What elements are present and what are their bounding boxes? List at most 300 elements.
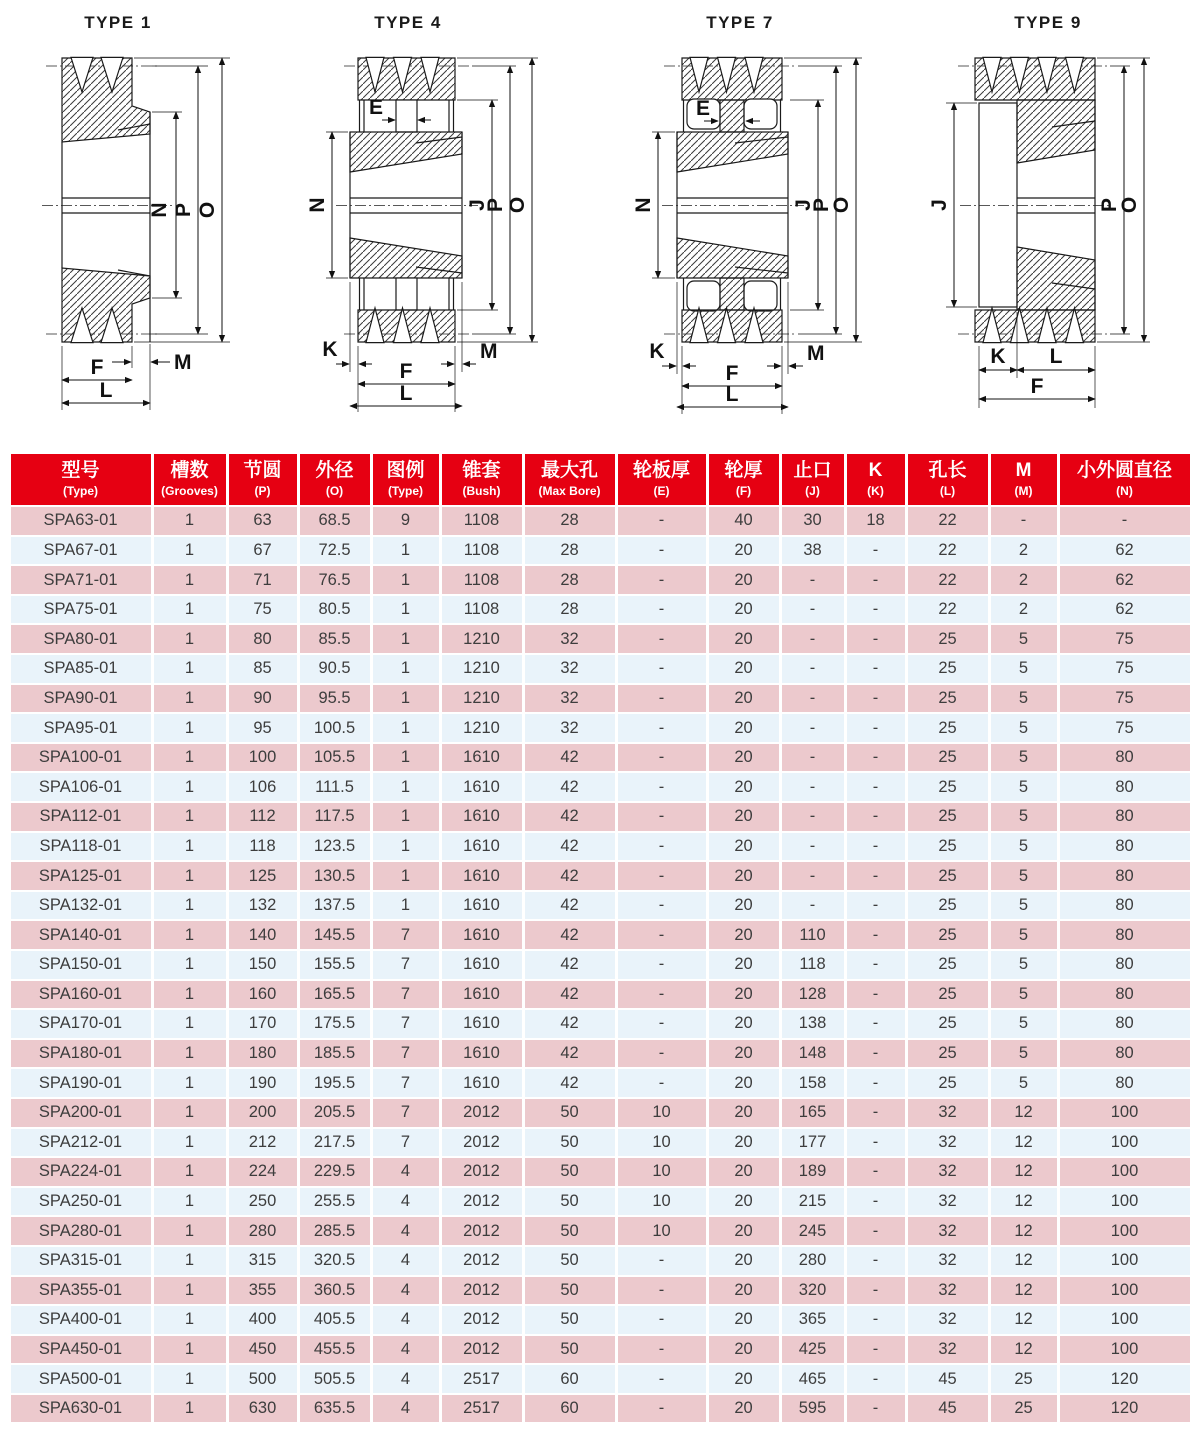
model-cell: SPA250-01 [11, 1188, 151, 1216]
value-cell: 217.5 [300, 1129, 370, 1157]
table-row [11, 655, 1190, 683]
column-header-en: (J) [805, 483, 820, 498]
value-cell: 20 [709, 1040, 779, 1068]
column-header-en: (Max Bore) [538, 483, 601, 498]
table-row [11, 1336, 1190, 1364]
value-cell: 175.5 [300, 1010, 370, 1038]
value-cell: 1610 [442, 951, 522, 979]
value-cell: 85 [229, 655, 297, 683]
table-row [11, 773, 1190, 801]
value-cell: 62 [1060, 596, 1190, 624]
value-cell: 1 [154, 862, 226, 890]
table-row [11, 1040, 1190, 1068]
value-cell: 180 [229, 1040, 297, 1068]
dim-label-p: P [172, 202, 195, 218]
value-cell: 25 [908, 981, 988, 1009]
value-cell: - [847, 1306, 905, 1334]
value-cell: 20 [709, 566, 779, 594]
model-cell: SPA150-01 [11, 951, 151, 979]
value-cell: - [847, 537, 905, 565]
value-cell: 60 [525, 1365, 615, 1393]
column-header-7 [618, 454, 706, 505]
dim-label-e: E [368, 96, 384, 119]
value-cell: 1610 [442, 744, 522, 772]
model-cell: SPA100-01 [11, 744, 151, 772]
value-cell: 32 [908, 1336, 988, 1364]
column-header-en: (Type) [62, 483, 99, 498]
value-cell: 42 [525, 1069, 615, 1097]
value-cell: 160 [229, 981, 297, 1009]
value-cell: 215 [782, 1188, 844, 1216]
value-cell: 1 [154, 625, 226, 653]
value-cell: 10 [618, 1188, 706, 1216]
value-cell: 50 [525, 1277, 615, 1305]
table-row [11, 714, 1190, 742]
dim-label-m: M [480, 340, 498, 363]
value-cell: 100 [1060, 1217, 1190, 1245]
value-cell: 1 [373, 537, 439, 565]
value-cell: 1 [373, 566, 439, 594]
diagram-title: TYPE 7 [706, 13, 774, 32]
value-cell: 158 [782, 1069, 844, 1097]
value-cell: 25 [908, 1069, 988, 1097]
column-header-zh: 轮厚 [724, 460, 763, 481]
value-cell: 20 [709, 1129, 779, 1157]
column-header-en: (Bush) [462, 483, 501, 498]
value-cell: - [782, 803, 844, 831]
value-cell: - [618, 596, 706, 624]
table-row [11, 1247, 1190, 1275]
table-row [11, 1306, 1190, 1334]
value-cell: - [847, 1336, 905, 1364]
dim-label-f: F [399, 360, 413, 383]
value-cell: - [847, 862, 905, 890]
model-cell: SPA400-01 [11, 1306, 151, 1334]
value-cell: 12 [991, 1188, 1057, 1216]
value-cell: 25 [908, 803, 988, 831]
value-cell: 1 [154, 1129, 226, 1157]
value-cell: 7 [373, 981, 439, 1009]
value-cell: 130.5 [300, 862, 370, 890]
model-cell: SPA112-01 [11, 803, 151, 831]
value-cell: 285.5 [300, 1217, 370, 1245]
table-row [11, 537, 1190, 565]
value-cell: 100 [1060, 1099, 1190, 1127]
value-cell: 5 [991, 744, 1057, 772]
value-cell: 1 [373, 596, 439, 624]
value-cell: - [847, 596, 905, 624]
value-cell: 1 [154, 1277, 226, 1305]
value-cell: 32 [525, 685, 615, 713]
table-row [11, 507, 1190, 535]
value-cell: 25 [991, 1365, 1057, 1393]
value-cell: 42 [525, 803, 615, 831]
web-hole [744, 281, 777, 311]
value-cell: - [782, 892, 844, 920]
value-cell: 1 [154, 1069, 226, 1097]
value-cell: 100 [1060, 1247, 1190, 1275]
value-cell: 32 [908, 1247, 988, 1275]
value-cell: - [847, 1010, 905, 1038]
value-cell: 2517 [442, 1395, 522, 1423]
value-cell: 123.5 [300, 833, 370, 861]
hub-bottom [677, 238, 788, 278]
value-cell: 20 [709, 655, 779, 683]
value-cell: - [991, 507, 1057, 535]
value-cell: 20 [709, 1247, 779, 1275]
table-row [11, 951, 1190, 979]
value-cell: 1 [154, 1040, 226, 1068]
column-header-1 [154, 454, 226, 505]
value-cell: 32 [908, 1217, 988, 1245]
model-cell: SPA500-01 [11, 1365, 151, 1393]
column-header-zh: M [1015, 460, 1032, 481]
diagram-strip [0, 0, 1200, 448]
value-cell: 155.5 [300, 951, 370, 979]
value-cell: 1610 [442, 1010, 522, 1038]
value-cell: 5 [991, 833, 1057, 861]
value-cell: 5 [991, 655, 1057, 683]
value-cell: 20 [709, 862, 779, 890]
model-cell: SPA125-01 [11, 862, 151, 890]
value-cell: 212 [229, 1129, 297, 1157]
value-cell: 280 [782, 1247, 844, 1275]
value-cell: 1 [154, 1188, 226, 1216]
value-cell: 20 [709, 744, 779, 772]
model-cell: SPA160-01 [11, 981, 151, 1009]
value-cell: 20 [709, 625, 779, 653]
column-header-zh: 最大孔 [540, 460, 598, 481]
value-cell: 1 [154, 1247, 226, 1275]
value-cell: 25 [908, 773, 988, 801]
value-cell: 20 [709, 803, 779, 831]
value-cell: 76.5 [300, 566, 370, 594]
table-row [11, 833, 1190, 861]
model-cell: SPA67-01 [11, 537, 151, 565]
value-cell: - [782, 744, 844, 772]
value-cell: 32 [525, 714, 615, 742]
dim-label-m: M [807, 342, 825, 365]
value-cell: 2012 [442, 1336, 522, 1364]
value-cell: 38 [782, 537, 844, 565]
column-header-en: (L) [939, 483, 956, 498]
model-cell: SPA450-01 [11, 1336, 151, 1364]
value-cell: 32 [908, 1129, 988, 1157]
table-row [11, 862, 1190, 890]
dim-label-o: O [830, 196, 853, 214]
value-cell: 1 [154, 714, 226, 742]
value-cell: 20 [709, 685, 779, 713]
value-cell: 1610 [442, 892, 522, 920]
value-cell: - [782, 596, 844, 624]
value-cell: - [618, 981, 706, 1009]
value-cell: - [847, 655, 905, 683]
value-cell: 20 [709, 1217, 779, 1245]
dim-label-o: O [1118, 196, 1141, 214]
value-cell: 320 [782, 1277, 844, 1305]
value-cell: 125 [229, 862, 297, 890]
value-cell: 4 [373, 1158, 439, 1186]
value-cell: 20 [709, 981, 779, 1009]
value-cell: 28 [525, 596, 615, 624]
value-cell: 106 [229, 773, 297, 801]
value-cell: 132 [229, 892, 297, 920]
value-cell: - [618, 1395, 706, 1423]
value-cell: 1 [373, 685, 439, 713]
value-cell: 4 [373, 1217, 439, 1245]
value-cell: 25 [908, 655, 988, 683]
value-cell: 22 [908, 537, 988, 565]
value-cell: 25 [908, 921, 988, 949]
value-cell: 22 [908, 507, 988, 535]
value-cell: 20 [709, 596, 779, 624]
value-cell: 1 [373, 833, 439, 861]
table-row [11, 1099, 1190, 1127]
value-cell: 4 [373, 1365, 439, 1393]
value-cell: 12 [991, 1277, 1057, 1305]
dim-label-l: L [399, 382, 413, 405]
value-cell: 1 [373, 714, 439, 742]
value-cell: 1 [154, 1158, 226, 1186]
value-cell: 5 [991, 951, 1057, 979]
value-cell: 25 [908, 1010, 988, 1038]
value-cell: 1 [373, 655, 439, 683]
value-cell: 1610 [442, 1069, 522, 1097]
value-cell: 2012 [442, 1247, 522, 1275]
value-cell: - [618, 685, 706, 713]
value-cell: 20 [709, 1099, 779, 1127]
value-cell: 355 [229, 1277, 297, 1305]
model-cell: SPA106-01 [11, 773, 151, 801]
diagram-title: TYPE 9 [1014, 13, 1082, 32]
value-cell: 25 [908, 833, 988, 861]
value-cell: 10 [618, 1217, 706, 1245]
value-cell: 148 [782, 1040, 844, 1068]
model-cell: SPA280-01 [11, 1217, 151, 1245]
value-cell: 320.5 [300, 1247, 370, 1275]
column-header-zh: 槽数 [170, 460, 209, 481]
value-cell: 2012 [442, 1306, 522, 1334]
column-header-en: (E) [653, 483, 670, 498]
value-cell: 1 [154, 833, 226, 861]
table-row [11, 981, 1190, 1009]
column-header-11 [908, 454, 988, 505]
hub-top [677, 132, 788, 172]
value-cell: 1210 [442, 685, 522, 713]
value-cell: - [847, 1247, 905, 1275]
value-cell: 1 [154, 773, 226, 801]
bush-flange [979, 103, 1017, 307]
model-cell: SPA200-01 [11, 1099, 151, 1127]
value-cell: 1 [373, 892, 439, 920]
value-cell: 100 [229, 744, 297, 772]
model-cell: SPA190-01 [11, 1069, 151, 1097]
value-cell: 20 [709, 921, 779, 949]
column-header-zh: 孔长 [928, 460, 967, 481]
model-cell: SPA170-01 [11, 1010, 151, 1038]
value-cell: - [847, 1158, 905, 1186]
column-header-en: (Grooves) [161, 483, 218, 498]
value-cell: 42 [525, 921, 615, 949]
column-header-en: (N) [1116, 483, 1133, 498]
table-row [11, 1395, 1190, 1423]
value-cell: 42 [525, 892, 615, 920]
value-cell: 50 [525, 1129, 615, 1157]
value-cell: 1610 [442, 862, 522, 890]
value-cell: 25 [991, 1395, 1057, 1423]
column-header-zh: 小外圆直径 [1076, 460, 1172, 481]
value-cell: 4 [373, 1277, 439, 1305]
value-cell: 95.5 [300, 685, 370, 713]
dim-label-l: L [1049, 345, 1063, 368]
value-cell: 205.5 [300, 1099, 370, 1127]
value-cell: 1610 [442, 981, 522, 1009]
column-header-en: (Type) [387, 483, 424, 498]
value-cell: 1 [154, 1010, 226, 1038]
dim-label-p: P [484, 197, 507, 213]
value-cell: 165 [782, 1099, 844, 1127]
value-cell: 80 [1060, 744, 1190, 772]
model-cell: SPA180-01 [11, 1040, 151, 1068]
value-cell: - [618, 1069, 706, 1097]
column-header-zh: 锥套 [462, 460, 501, 481]
value-cell: 100 [1060, 1336, 1190, 1364]
value-cell: 80 [1060, 803, 1190, 831]
column-header-en: (M) [1014, 483, 1033, 498]
value-cell: 117.5 [300, 803, 370, 831]
value-cell: 4 [373, 1395, 439, 1423]
column-header-en: (O) [325, 483, 344, 498]
value-cell: 32 [908, 1188, 988, 1216]
diagram-title: TYPE 4 [374, 13, 442, 32]
table-row [11, 1010, 1190, 1038]
value-cell: 400 [229, 1306, 297, 1334]
value-cell: 5 [991, 1010, 1057, 1038]
table-row [11, 803, 1190, 831]
value-cell: 7 [373, 1099, 439, 1127]
value-cell: 10 [618, 1158, 706, 1186]
value-cell: 5 [991, 862, 1057, 890]
value-cell: - [847, 1365, 905, 1393]
value-cell: 72.5 [300, 537, 370, 565]
value-cell: 7 [373, 921, 439, 949]
value-cell: 32 [908, 1306, 988, 1334]
value-cell: 20 [709, 1336, 779, 1364]
model-cell: SPA355-01 [11, 1277, 151, 1305]
value-cell: 75 [1060, 714, 1190, 742]
value-cell: 1 [154, 655, 226, 683]
value-cell: 75 [229, 596, 297, 624]
value-cell: 1 [154, 1336, 226, 1364]
column-header-3 [300, 454, 370, 505]
value-cell: 80 [1060, 1040, 1190, 1068]
table-row [11, 685, 1190, 713]
value-cell: 25 [908, 625, 988, 653]
dim-label-o: O [196, 201, 219, 219]
value-cell: 120 [1060, 1395, 1190, 1423]
value-cell: 20 [709, 714, 779, 742]
value-cell: 635.5 [300, 1395, 370, 1423]
value-cell: 1 [154, 1365, 226, 1393]
value-cell: 45 [908, 1395, 988, 1423]
column-header-zh: 节圆 [243, 460, 282, 481]
dim-label-n: N [306, 197, 329, 213]
model-cell: SPA80-01 [11, 625, 151, 653]
value-cell: 50 [525, 1247, 615, 1275]
table-row [11, 892, 1190, 920]
value-cell: 1 [154, 921, 226, 949]
value-cell: 50 [525, 1217, 615, 1245]
value-cell: 25 [908, 685, 988, 713]
dim-label-k: K [649, 340, 665, 363]
value-cell: 138 [782, 1010, 844, 1038]
table-row [11, 566, 1190, 594]
table-row [11, 1158, 1190, 1186]
value-cell: 22 [908, 596, 988, 624]
value-cell: 80 [229, 625, 297, 653]
value-cell: 25 [908, 892, 988, 920]
value-cell: 1108 [442, 507, 522, 535]
value-cell: 4 [373, 1336, 439, 1364]
value-cell: 50 [525, 1188, 615, 1216]
value-cell: 28 [525, 566, 615, 594]
value-cell: - [847, 1395, 905, 1423]
model-cell: SPA224-01 [11, 1158, 151, 1186]
column-header-5 [442, 454, 522, 505]
value-cell: 1 [154, 803, 226, 831]
value-cell: 595 [782, 1395, 844, 1423]
value-cell: - [847, 1129, 905, 1157]
value-cell: 30 [782, 507, 844, 535]
value-cell: - [847, 1040, 905, 1068]
value-cell: 50 [525, 1306, 615, 1334]
value-cell: - [782, 566, 844, 594]
value-cell: 12 [991, 1336, 1057, 1364]
value-cell: 80 [1060, 1010, 1190, 1038]
value-cell: 150 [229, 951, 297, 979]
value-cell: - [618, 1247, 706, 1275]
value-cell: 1610 [442, 833, 522, 861]
hub-top [1017, 100, 1095, 163]
value-cell: 42 [525, 981, 615, 1009]
value-cell: 118 [782, 951, 844, 979]
value-cell: 177 [782, 1129, 844, 1157]
value-cell: - [847, 714, 905, 742]
value-cell: 20 [709, 1306, 779, 1334]
value-cell: 5 [991, 921, 1057, 949]
value-cell: 1 [154, 981, 226, 1009]
table-row [11, 921, 1190, 949]
value-cell: 5 [991, 981, 1057, 1009]
value-cell: 500 [229, 1365, 297, 1393]
dim-label-e: E [695, 97, 711, 120]
table-header-row [11, 454, 1190, 505]
value-cell: 1 [154, 892, 226, 920]
column-header-zh: K [868, 460, 883, 481]
value-cell: 50 [525, 1099, 615, 1127]
value-cell: 32 [525, 655, 615, 683]
column-header-en: (K) [867, 483, 884, 498]
value-cell: 9 [373, 507, 439, 535]
value-cell: - [618, 566, 706, 594]
model-cell: SPA71-01 [11, 566, 151, 594]
value-cell: 20 [709, 1158, 779, 1186]
value-cell: 145.5 [300, 921, 370, 949]
column-header-zh: 图例 [386, 460, 425, 481]
value-cell: 100 [1060, 1158, 1190, 1186]
value-cell: 7 [373, 1129, 439, 1157]
value-cell: - [618, 1277, 706, 1305]
